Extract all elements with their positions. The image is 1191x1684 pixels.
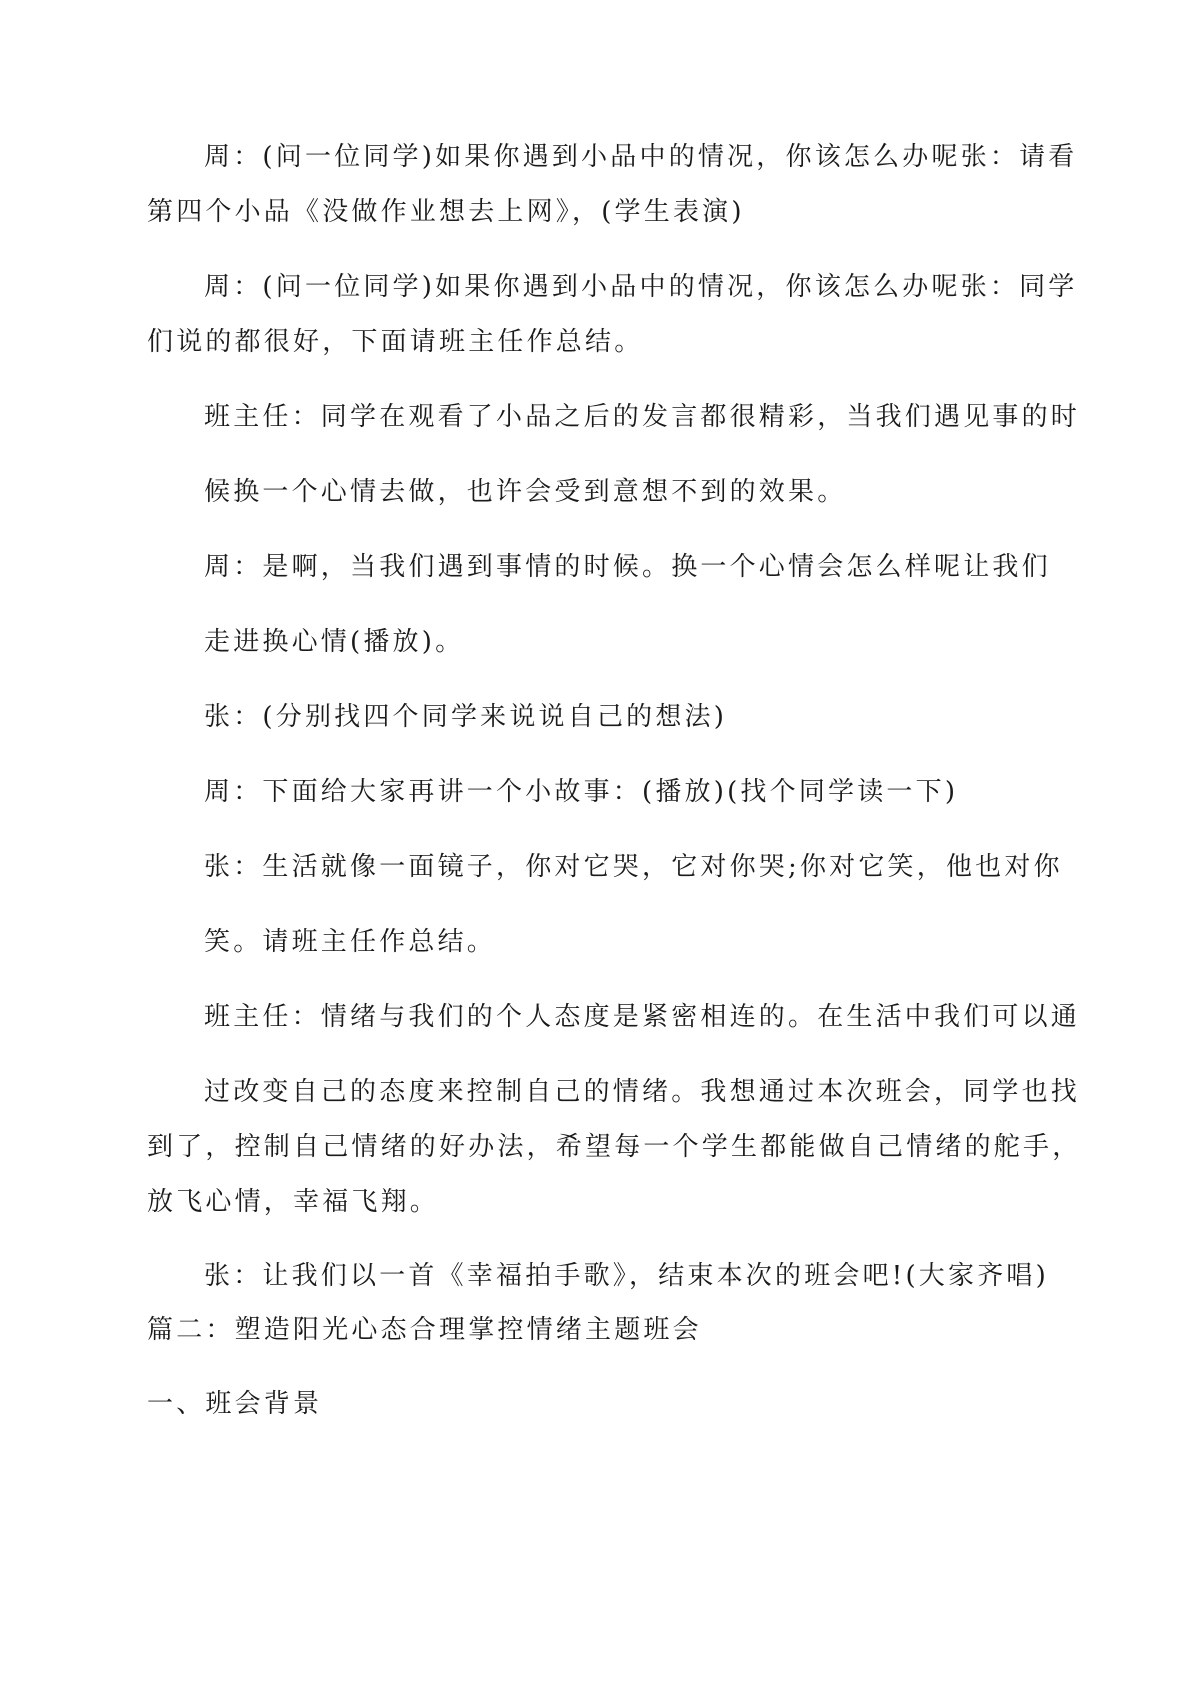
paragraph-line: 张：生活就像一面镜子，你对它哭，它对你哭;你对它笑，他也对你 [204, 852, 1063, 882]
paragraph-line: 张：(分别找四个同学来说说自己的想法) [204, 702, 728, 732]
paragraph-line: 到了，控制自己情绪的好办法，希望每一个学生都能做自己情绪的舵手， [147, 1132, 1082, 1162]
paragraph-line: 张：让我们以一首《幸福拍手歌》，结束本次的班会吧!(大家齐唱) [204, 1261, 1049, 1291]
paragraph-line: 周：(问一位同学)如果你遇到小品中的情况，你该怎么办呢张：同学 [204, 272, 1078, 302]
paragraph-line: 周：(问一位同学)如果你遇到小品中的情况，你该怎么办呢张：请看 [204, 142, 1078, 172]
section-heading: 篇二：塑造阳光心态合理掌控情绪主题班会 [147, 1315, 702, 1345]
paragraph-line: 第四个小品《没做作业想去上网》，(学生表演) [147, 197, 745, 227]
paragraph-line: 候换一个心情去做，也许会受到意想不到的效果。 [204, 477, 847, 507]
paragraph-line: 班主任：同学在观看了小品之后的发言都很精彩，当我们遇见事的时 [204, 402, 1081, 432]
subsection-heading: 一、班会背景 [147, 1389, 323, 1419]
paragraph-line: 周：是啊，当我们遇到事情的时候。换一个心情会怎么样呢让我们 [204, 552, 1051, 582]
paragraph-line: 班主任：情绪与我们的个人态度是紧密相连的。在生活中我们可以通 [204, 1002, 1081, 1032]
paragraph-line: 走进换心情(播放)。 [204, 627, 465, 657]
paragraph-line: 周：下面给大家再讲一个小故事：(播放)(找个同学读一下) [204, 777, 959, 807]
paragraph-line: 过改变自己的态度来控制自己的情绪。我想通过本次班会，同学也找 [204, 1077, 1081, 1107]
paragraph-line: 放飞心情，幸福飞翔。 [147, 1187, 440, 1217]
paragraph-line: 们说的都很好，下面请班主任作总结。 [147, 327, 644, 357]
paragraph-line: 笑。请班主任作总结。 [204, 927, 497, 957]
